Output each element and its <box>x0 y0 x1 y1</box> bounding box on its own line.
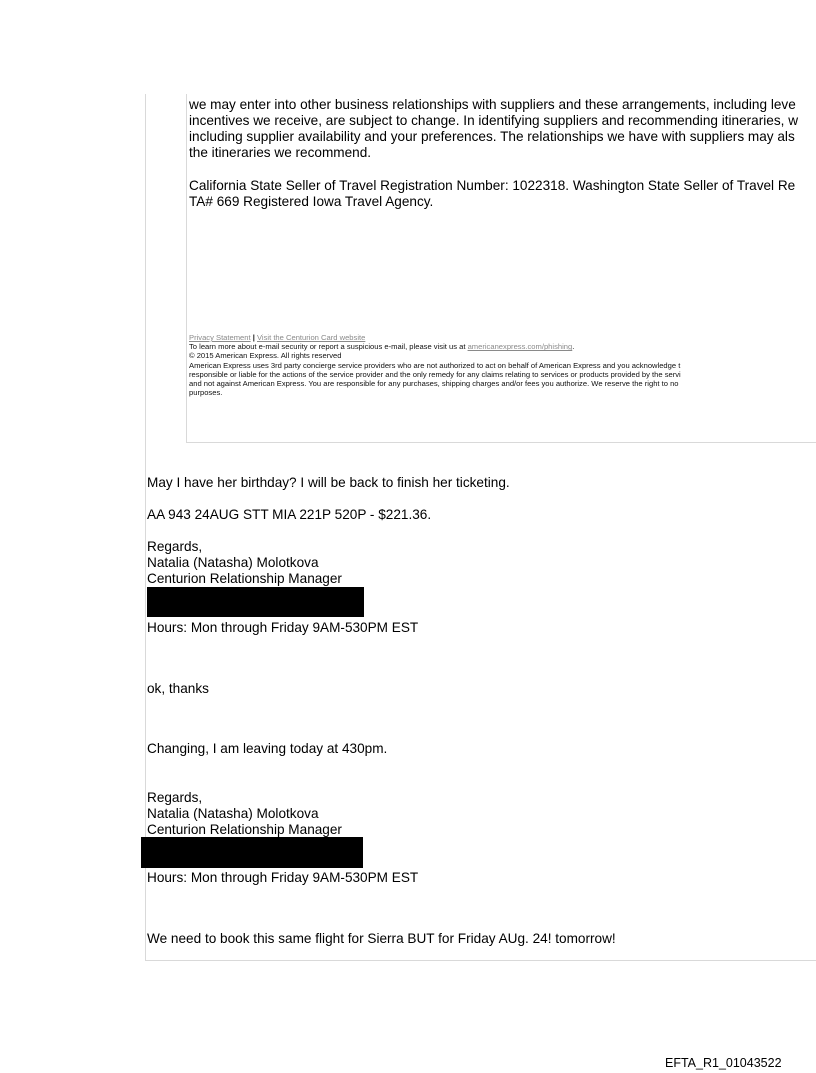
document-id: EFTA_R1_01043522 <box>665 1056 782 1070</box>
message-booking-request: We need to book this same flight for Sierra BUT for Friday AUg. 24! tomorrow! <box>147 931 616 946</box>
reply-ok-thanks: ok, thanks <box>147 681 209 696</box>
phishing-text: To learn more about e-mail security or report a suspicious e-mail, please visit us at <box>189 342 468 352</box>
redaction-bar <box>147 587 364 617</box>
signature-name: Natalia (Natasha) Molotkova <box>147 806 319 821</box>
signature-name: Natalia (Natasha) Molotkova <box>147 555 319 570</box>
message-birthday-request: May I have her birthday? I will be back to finish her ticketing. <box>147 475 510 490</box>
signature-title: Centurion Relationship Manager <box>147 571 342 586</box>
phishing-link[interactable]: americanexpress.com/phishing <box>467 342 573 352</box>
footer-links-line <box>189 333 681 342</box>
phishing-line <box>189 342 681 351</box>
quoted-paragraph-2 <box>189 178 795 210</box>
thread-bottom-border <box>145 960 816 961</box>
signature-regards: Regards, <box>147 539 203 554</box>
disclaimer-line: and not against American Express. You are responsible for any purchases, shipping charges and/or fees you authorize. We reserve the right to no <box>189 379 679 389</box>
thread-left-border <box>145 94 146 960</box>
quoted-paragraph-1 <box>189 97 798 161</box>
copyright-line: © 2015 American Express. All rights reserved <box>189 351 342 361</box>
signature-block-2 <box>147 790 342 838</box>
disclaimer-line: responsible or liable for the actions of the service provider and the only remedy for any claims relating to services or products provided by the servi <box>189 369 681 379</box>
text-line: California State Seller of Travel Registration Number: 1022318. Washington State Seller of Travel Re <box>189 178 796 193</box>
signature-title: Centurion Relationship Manager <box>147 822 342 837</box>
signature-hours: Hours: Mon through Friday 9AM-530PM EST <box>147 870 419 885</box>
centurion-website-link[interactable]: Visit the Centurion Card website <box>257 333 366 342</box>
signature-regards: Regards, <box>147 790 203 805</box>
text-line: incentives we receive, are subject to change. In identifying suppliers and recommending itineraries, w <box>189 113 799 128</box>
phishing-suffix: . <box>572 342 575 352</box>
text-line: we may enter into other business relationships with suppliers and these arrangements, including leve <box>189 97 796 112</box>
disclaimer-line: purposes. <box>189 388 223 398</box>
link-separator: | <box>252 333 255 342</box>
text-line: the itineraries we recommend. <box>189 145 372 160</box>
message-changing: Changing, I am leaving today at 430pm. <box>147 741 388 756</box>
flight-details: AA 943 24AUG STT MIA 221P 520P - $221.36. <box>147 507 432 522</box>
text-line: including supplier availability and your preferences. The relationships we have with suppliers may als <box>189 129 795 144</box>
signature-hours: Hours: Mon through Friday 9AM-530PM EST <box>147 620 419 635</box>
privacy-statement-link[interactable]: Privacy Statement <box>189 333 251 342</box>
quoted-footer <box>189 333 681 397</box>
signature-block-1 <box>147 539 342 587</box>
redaction-bar <box>141 837 363 868</box>
disclaimer-line: American Express uses 3rd party concierge service providers who are not authorized to act on behalf of American Express and you acknowledge t <box>189 360 681 370</box>
text-line: TA# 669 Registered Iowa Travel Agency. <box>189 194 434 209</box>
